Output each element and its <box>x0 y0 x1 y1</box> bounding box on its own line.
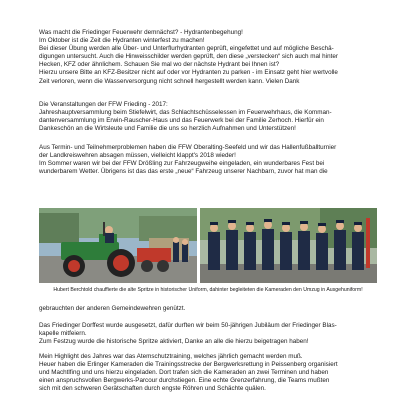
paragraph-dorffest: Das Friedinger Dorffest wurde ausgesetzt, dafür durften wir beim 50-jährigen Jubiläum der Friedinger Blas- kapelle mitfeiern. Zum Festzug wurde die historische Spritze aktiviert, Danke an alle die hierzu beigetragen haben! <box>39 322 337 346</box>
uniform-group-photo <box>200 208 377 283</box>
paragraph-fahrzeugweihe: Aus Termin- und Teilnehmerproblemen haben die FFW Oberalting-Seefeld und wir das Hallenfußballturnier der Landkreiswehren absagen müssen, vielleicht klappt's 2018 wieder! Im Sommer waren wir bei der FFW Drößling zur Fahrzeugweihe eingeladen, ein wunderbares Fest bei wunderbarem Wetter. Übrigens ist das das erste „neue“ Fahrzeug unserer Nachbarn, zuvor hat man die <box>39 144 337 176</box>
paragraph-veranstaltungen: Die Veranstaltungen der FFW Frieding - 2017: Jahreshauptversammlung beim Stiefelwirt, das Schlachtschüsselessen im Feuerwehrhaus, die Komman- dantenversammlung im Erwin-Rauscher-Haus und das Feuerwerk bei der Familie Zerhoch. Hierfür ein Dankeschön an die Wirtsleute und Familie die uns so herzlich Aufnahmen und Unterstützen! <box>39 101 332 133</box>
tractor-image <box>39 208 197 283</box>
tractor-photo <box>39 208 197 283</box>
photo-caption: Hubert Berchtold chauffierte die alte Spritze in historischer Uniform, dahinter begleiteten die Kameraden den Umzug in Ausgehuniform! <box>53 287 363 293</box>
paragraph-gemeindewehren: gebrauchten der anderen Gemeindewehren genützt. <box>39 305 186 312</box>
photo-row <box>39 208 377 283</box>
uniform-group-image <box>200 208 377 283</box>
paragraph-atemschutz: Mein Highlight des Jahres war das Atemschutztraining, welches jährlich gemacht werden muß. Heuer haben die Erlinger Kameraden die Trainingsstrecke der Bergwerksrettung in Peissenberg organisiert und Machtlfing und uns hierzu eingeladen. Dort trafen sich die Kameraden an zwei Terminen und haben einen anspruchsvollen Bergwerks-Parcour durchstiegen. Eine echte Grenzerfahrung, die Teams mußten sich mit den schweren Gerätschaften durch engste Röhren und Schächte quälen. <box>39 353 338 393</box>
paragraph-hydranten: Was macht die Friedinger Feuerwehr demnächst? - Hydrantenbegehung! Im Oktober ist die Zeit die Hydranten winterfest zu machen! Bei dieser Übung werden alle Über- und Unterflurhydranten geprüft, eingefettet und auf mögliche Beschä- digungen untersucht. Auch die Hinweisschilder werden geprüft, den diese „verstecken“ sich auch mal hinter Hecken, KFZ oder ähnlichem. Schauen Sie mal wo der nächste Hydrant bei Ihnen ist? Hierzu unsere Bitte an KFZ-Besitzer nicht auf oder vor Hydranten zu parken - im Einsatz geht hier wertvolle Zeit verloren, wenn die Wasserversorgung nicht schnell hergestellt werden kann. Vielen Dank <box>39 29 338 85</box>
